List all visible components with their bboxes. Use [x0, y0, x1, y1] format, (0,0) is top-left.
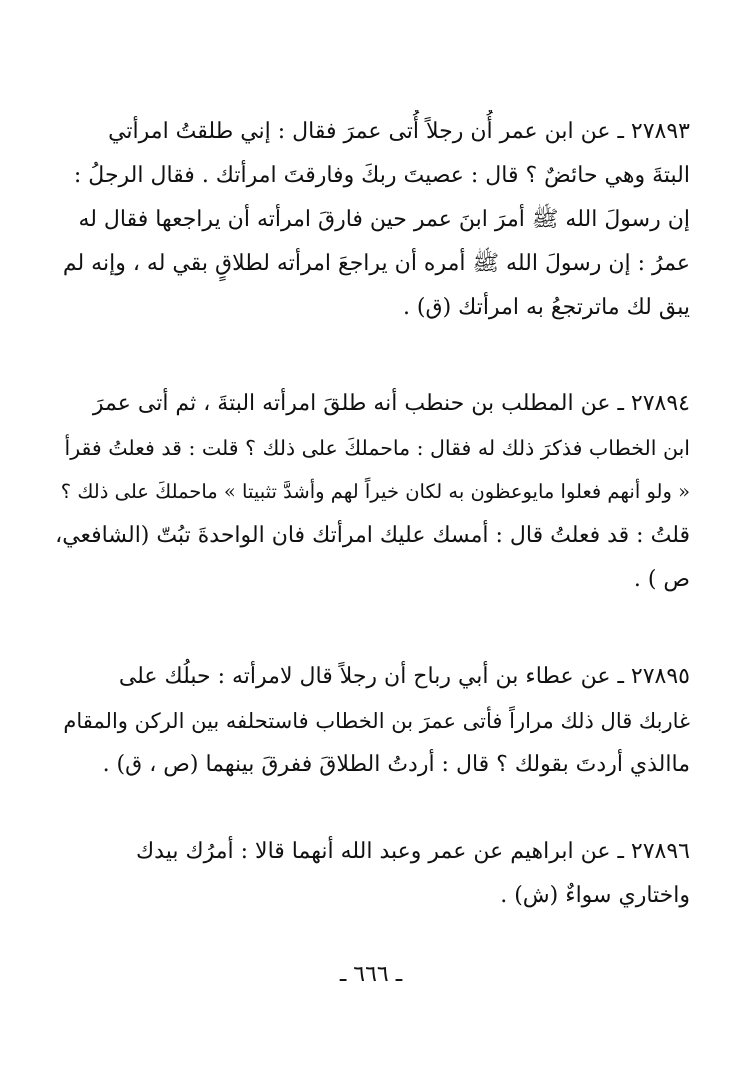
text-line: البتةَ وهي حائضٌ ؟ قال : عصيتَ ربكَ وفارقتَ امرأتك . فقال الرجلُ :: [73, 163, 690, 188]
text-line: ص ) .: [633, 567, 690, 592]
text-line: « ولو أنهم فعلوا مايوعظون به لكان خيراً لهم وأشدَّ تثبيتا » ماحملكَ على ذلك ؟: [60, 480, 690, 503]
text-line: ابن الخطاب فذكرَ ذلك له فقال : ماحملكَ على ذلك ؟ قلت : قد فعلتُ فقرأ: [64, 436, 690, 460]
text-line: عمرُ : إن رسولَ الله ﷺ أمره أن يراجعَ امرأته لطلاقٍ بقي له ، وإنه لم: [62, 251, 690, 276]
page-number: ـ ٦٦٦ ـ: [339, 962, 403, 987]
text-line: يبق لك ماترتجعُ به امرأتك (ق) .: [402, 295, 690, 320]
hadith-27894: [50, 382, 690, 602]
text-line: قلتُ : قد فعلتُ قال : أمسك عليك امرأتك فان الواحدةَ تبُتّ (الشافعي،: [55, 523, 690, 548]
text-line: ٢٧٨٩٦ ـ عن ابراهيم عن عمر وعبد الله أنهما قالا : أمرُك بيدك: [136, 839, 690, 864]
hadith-27896: [50, 830, 690, 918]
text-line: ماالذي أردتَ بقولك ؟ قال : أردتُ الطلاقَ ففرقَ بينهما (ص ، ق) .: [102, 752, 690, 777]
text-line: غاربك قال ذلك مراراً فأتى عمرَ بن الخطاب فاستحلفه بين الركن والمقام: [63, 709, 690, 733]
text-line: ٢٧٨٩٣ ـ عن ابن عمر أُن رجلاً أُتى عمرَ فقال : إني طلقتُ امرأتي: [108, 119, 690, 144]
hadith-27895: [50, 655, 690, 787]
text-line: إن رسولَ الله ﷺ أمرَ ابنَ عمر حين فارقَ امرأته أن يراجعها فقال له: [78, 207, 690, 232]
text-line: ٢٧٨٩٥ ـ عن عطاء بن أبي رباح أن رجلاً قال لامرأته : حبلُك على: [118, 664, 690, 689]
text-line: واختاري سواءٌ (ش) .: [500, 883, 690, 908]
text-line: ٢٧٨٩٤ ـ عن المطلب بن حنطب أنه طلقَ امرأته البتةَ ، ثم أتى عمرَ: [92, 391, 690, 416]
hadith-27893: [50, 110, 690, 330]
